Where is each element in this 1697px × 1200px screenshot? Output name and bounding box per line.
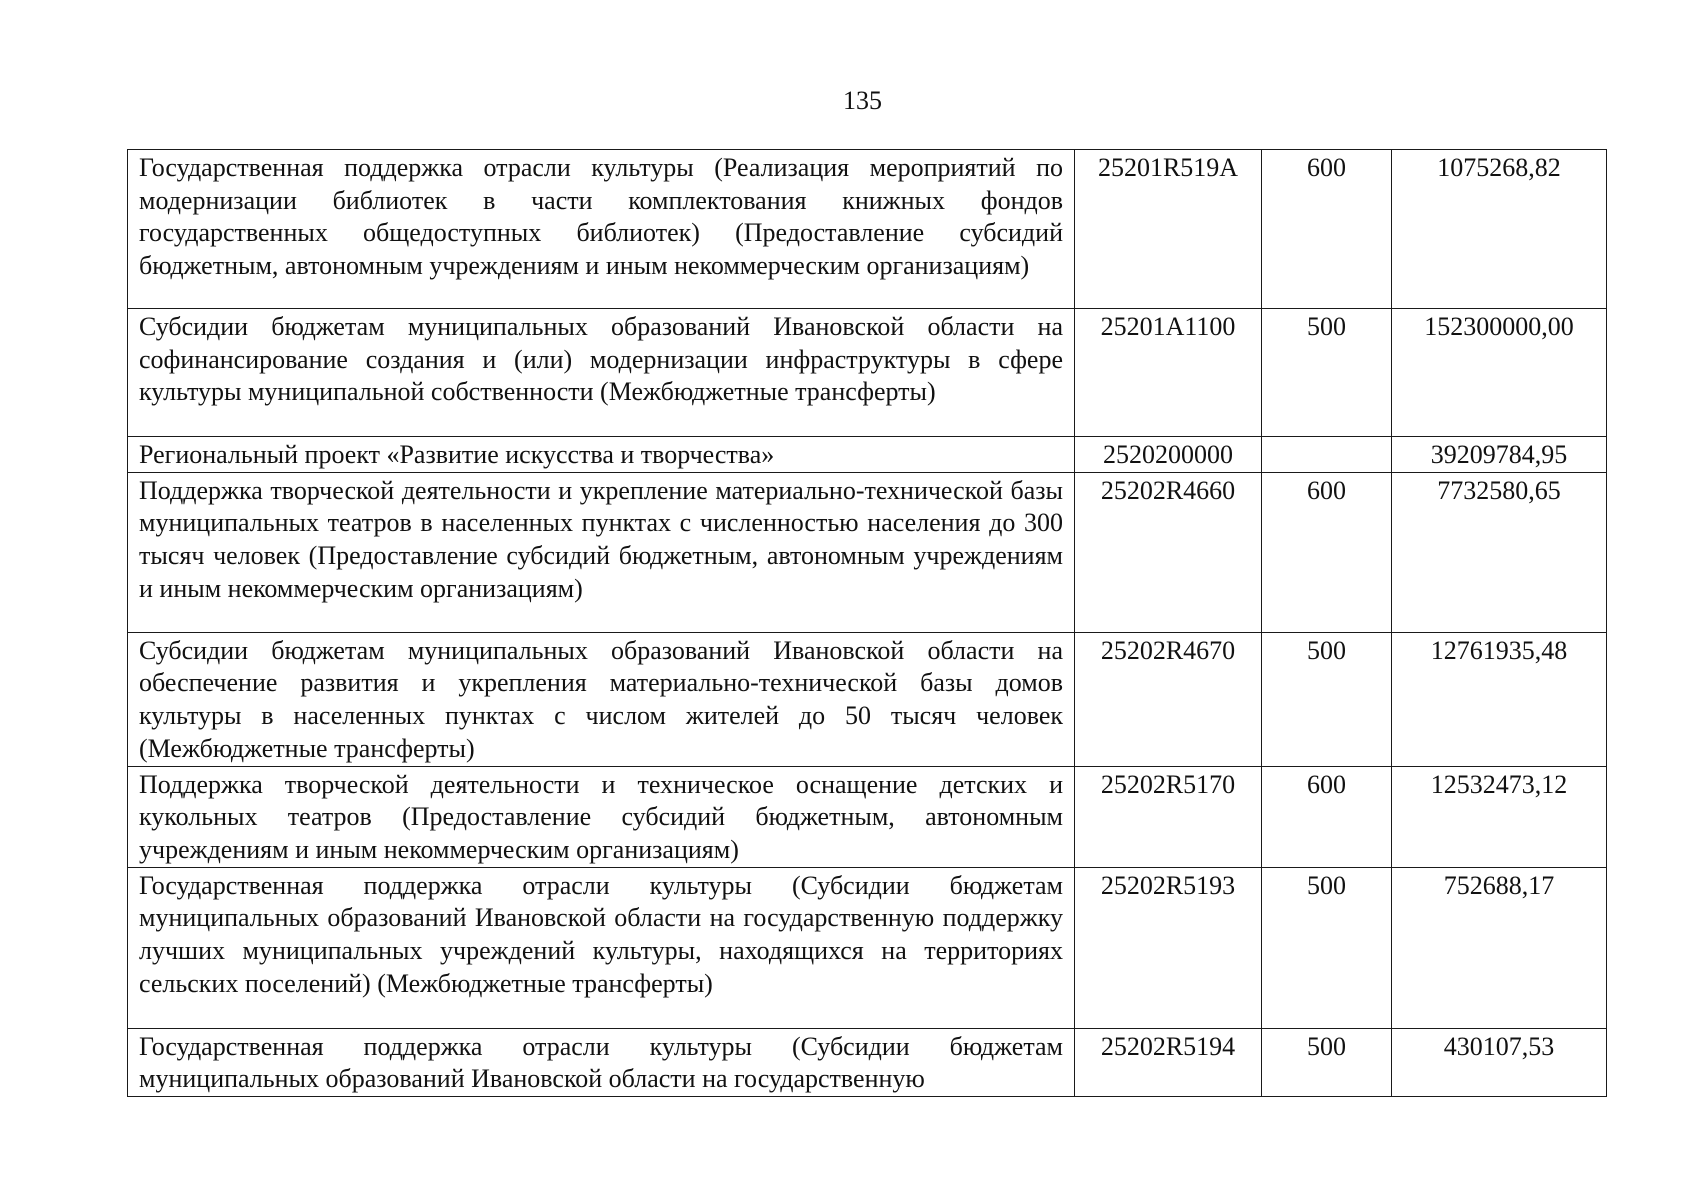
expense-type-cell: 600 bbox=[1262, 150, 1392, 309]
table-row bbox=[128, 309, 1607, 437]
row-name-cell: Поддержка творческой деятельности и техническое оснащение детских и кукольных театров (Предоставление субсидий бюджетным, автономным учреждениям и иным некоммерческим организациям) bbox=[128, 766, 1075, 867]
expense-type-cell: 500 bbox=[1262, 867, 1392, 1028]
target-code-cell: 25202R4670 bbox=[1075, 632, 1262, 766]
row-name-cell: Поддержка творческой деятельности и укрепление материально-технической базы муниципальных театров в населенных пунктах с численностью населения до 300 тысяч человек (Предоставление субсидий бюджетным, автономным учреждениям и иным некоммерческим организациям) bbox=[128, 472, 1075, 632]
expense-type-cell bbox=[1262, 437, 1392, 473]
row-name-cell: Региональный проект «Развитие искусства и творчества» bbox=[128, 437, 1075, 473]
row-name-cell: Субсидии бюджетам муниципальных образований Ивановской области на обеспечение развития и укрепления материально-технической базы домов культуры в населенных пунктах с числом жителей до 50 тысяч человек (Межбюджетные трансферты) bbox=[128, 632, 1075, 766]
table-row bbox=[128, 437, 1607, 473]
target-code-cell: 25201R519A bbox=[1075, 150, 1262, 309]
table-row bbox=[128, 632, 1607, 766]
table-row bbox=[128, 150, 1607, 309]
amount-cell: 1075268,82 bbox=[1392, 150, 1607, 309]
table-row bbox=[128, 867, 1607, 1028]
amount-cell: 152300000,00 bbox=[1392, 309, 1607, 437]
target-code-cell: 25201A1100 bbox=[1075, 309, 1262, 437]
expense-type-cell: 500 bbox=[1262, 632, 1392, 766]
table-row bbox=[128, 1028, 1607, 1096]
expense-type-cell: 600 bbox=[1262, 472, 1392, 632]
amount-cell: 12761935,48 bbox=[1392, 632, 1607, 766]
amount-cell: 7732580,65 bbox=[1392, 472, 1607, 632]
budget-table bbox=[127, 149, 1607, 1097]
amount-cell: 12532473,12 bbox=[1392, 766, 1607, 867]
expense-type-cell: 500 bbox=[1262, 309, 1392, 437]
amount-cell: 430107,53 bbox=[1392, 1028, 1607, 1096]
expense-type-cell: 600 bbox=[1262, 766, 1392, 867]
target-code-cell: 25202R5170 bbox=[1075, 766, 1262, 867]
target-code-cell: 25202R4660 bbox=[1075, 472, 1262, 632]
row-name-cell: Государственная поддержка отрасли культуры (Субсидии бюджетам муниципальных образований Ивановской области на государственную поддержку лучших муниципальных учреждений культуры, находящихся на территориях сельских поселений) (Межбюджетные трансферты) bbox=[128, 867, 1075, 1028]
amount-cell: 752688,17 bbox=[1392, 867, 1607, 1028]
table-row bbox=[128, 766, 1607, 867]
expense-type-cell: 500 bbox=[1262, 1028, 1392, 1096]
row-name-cell: Субсидии бюджетам муниципальных образований Ивановской области на софинансирование создания и (или) модернизации инфраструктуры в сфере культуры муниципальной собственности (Межбюджетные трансферты) bbox=[128, 309, 1075, 437]
row-name-cell: Государственная поддержка отрасли культуры (Реализация мероприятий по модернизации библиотек в части комплектования книжных фондов государственных общедоступных библиотек) (Предоставление субсидий бюджетным, автономным учреждениям и иным некоммерческим организациям) bbox=[128, 150, 1075, 309]
amount-cell: 39209784,95 bbox=[1392, 437, 1607, 473]
page-number: 135 bbox=[843, 86, 882, 115]
target-code-cell: 25202R5194 bbox=[1075, 1028, 1262, 1096]
target-code-cell: 25202R5193 bbox=[1075, 867, 1262, 1028]
table-row bbox=[128, 472, 1607, 632]
target-code-cell: 2520200000 bbox=[1075, 437, 1262, 473]
row-name-cell: Государственная поддержка отрасли культуры (Субсидии бюджетам муниципальных образований Ивановской области на государственную bbox=[128, 1028, 1075, 1096]
